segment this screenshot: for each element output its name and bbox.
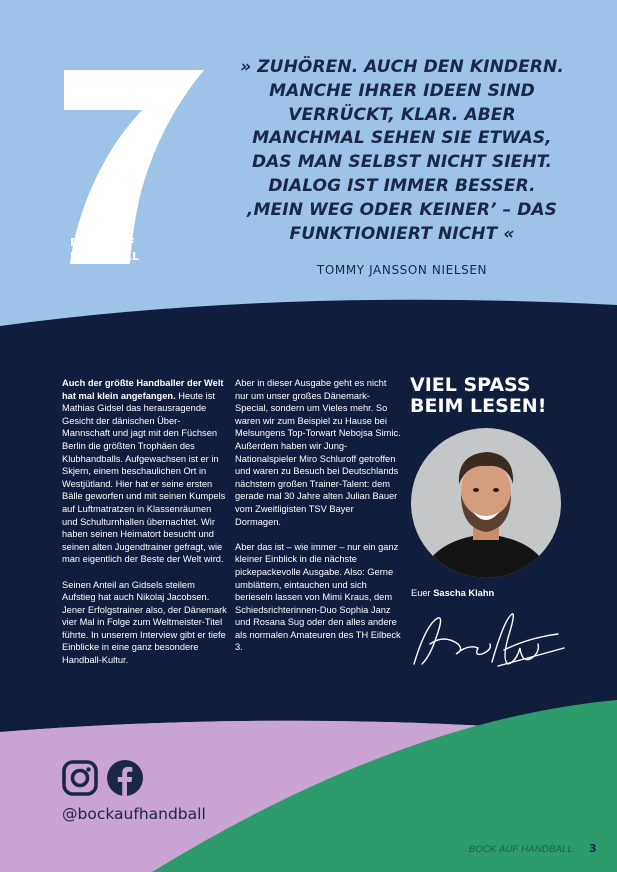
quote-line: MANCHE IHRER IDEEN SIND xyxy=(269,80,535,101)
logo-wordmark xyxy=(70,236,139,264)
facebook-icon[interactable] xyxy=(107,760,143,796)
editor-portrait xyxy=(411,428,561,578)
sidebar-title-line-2: BEIM LESEN! xyxy=(410,395,547,417)
article-paragraph: Aber in dieser Ausgabe geht es nicht nur um unser großes Dänemark-Special, sondern um Vieles mehr. So waren wir zum Beispiel zu Hause bei Melsungens Top-Torwart Nebojsa Simic. Außerdem haben wir Jung-Nationalspieler Miro Schluroff getroffen und waren zu Besuch bei Deutschlands nächstem großen Trainer-Talent: dem gerade mal 30 Jahre alten Julian Bauer vom Zweitligisten TSV Bayer Dormagen. xyxy=(235,378,401,527)
pull-quote xyxy=(228,56,576,246)
article-paragraph: Seinen Anteil an Gidsels steilem Aufstieg hat auch Nikolaj Jacobsen. Jener Erfolgstrainer also, der Dänemark vier Mal in Folge zum Weltmeister-Titel führte. In unserem Interview gibt er tiefe Einblicke in eine ganz besondere Handball-Kultur. xyxy=(62,579,227,666)
page-number: 3 xyxy=(589,842,597,855)
quote-line: DAS MAN SELBST NICHT SIEHT. xyxy=(251,152,553,173)
article-paragraph xyxy=(62,377,228,566)
quote-line: VERRÜCKT, KLAR. ABER xyxy=(288,104,516,125)
article-paragraph: Aber das ist – wie immer – nur ein ganz kleiner Einblick in die nächste pickepackevolle Ausgabe. Also: Gerne umblättern, eintauchen und sich berieseln lassen von Mimi Kraus, dem Schiedsrichterinnen-Duo Sophia Janz und Rosana Sug oder den alles andere als normalen Amateuren des TH Eilbeck 3. xyxy=(235,541,401,653)
quote-line: » ZUHÖREN. AUCH DEN KINDERN. xyxy=(240,57,564,77)
sidebar-title-line-1: VIEL SPASS xyxy=(410,374,531,396)
editor-name: Sascha Klahn xyxy=(433,588,495,598)
quote-author: TOMMY JANSSON NIELSEN xyxy=(316,263,488,277)
quote-line: MANCHMAL SEHEN SIE ETWAS, xyxy=(252,128,552,149)
greeting-prefix: Euer xyxy=(411,588,431,598)
article-lead: Auch der größte Handballer der Welt hat mal klein angefangen. xyxy=(62,378,224,401)
article-text: Heute ist Mathias Gidsel das herausragende Gesicht der dänischen Über-Mannschaft und jagt mit den Füchsen Berlin die größten Trophäen des Klubhandballs. Aufgewachsen ist er in Skjern, einem beschaulichen Ort in Westjütland. Hier hat er seine ersten Bälle geworfen und mit seinen Kumpels auf Luftmatratzen in Klassenräumen und Schulturnhallen übernachtet. Wir haben seinen Heimatort besucht und seinen alten Jugendtrainer gefragt, wie man eigentlich der Beste der Welt wird. xyxy=(62,390,226,565)
logo-line-1: BOCK AUF xyxy=(70,236,136,249)
handwritten-signature xyxy=(408,604,568,672)
editor-signoff xyxy=(411,588,494,598)
instagram-icon[interactable] xyxy=(62,760,98,796)
sidebar-title xyxy=(410,375,546,417)
quote-line: FUNKTIONIERT NICHT « xyxy=(289,223,515,244)
quote-line: DIALOG IST IMMER BESSER. xyxy=(268,175,536,196)
article-column-2 xyxy=(235,377,401,667)
quote-line: ‚MEIN WEG ODER KEINER’ – DAS xyxy=(246,199,558,220)
social-handle[interactable]: @bockaufhandball xyxy=(62,805,206,823)
article-column-1 xyxy=(62,377,228,679)
footer-label: BOCK AUF HANDBALL xyxy=(468,844,573,855)
portrait-illustration xyxy=(411,428,561,578)
logo-line-2: HANDBALL xyxy=(70,250,140,263)
